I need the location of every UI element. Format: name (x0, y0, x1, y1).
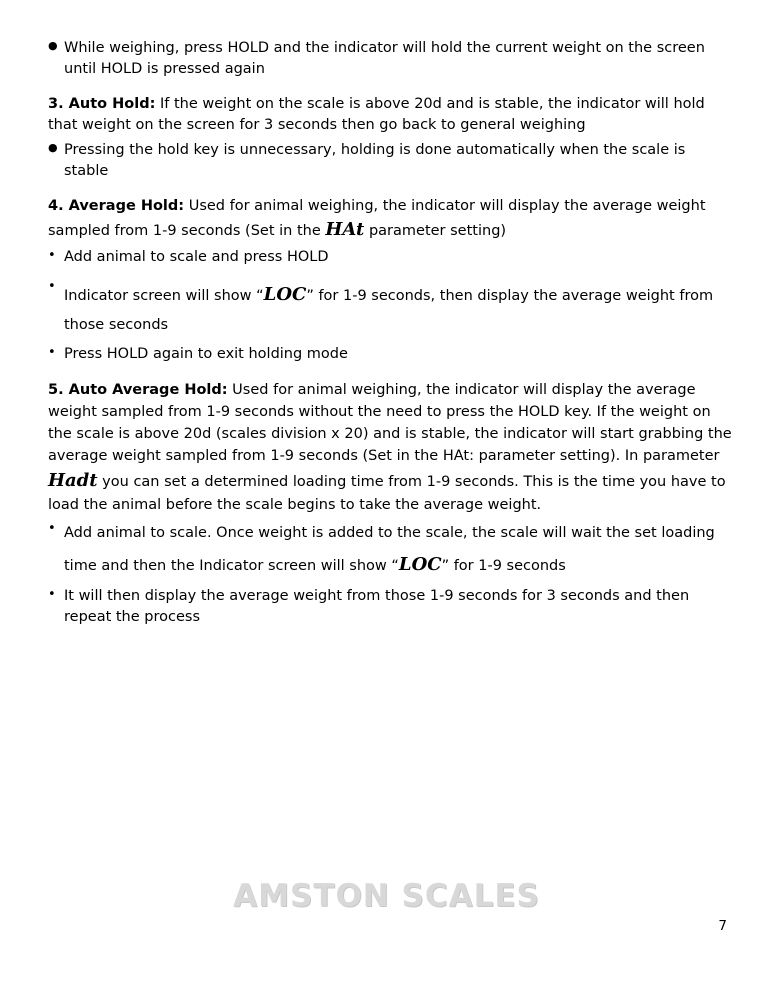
watermark: AMSTON SCALES (233, 878, 540, 914)
list-item-text: Pressing the hold key is unnecessary, holding is done automatically when the scale is stable (64, 142, 686, 180)
list-item-text-before: Indicator screen will show “ (64, 288, 264, 305)
parameter-symbol-hat: HAt (325, 219, 365, 241)
bullet-dot-icon: ● (48, 39, 58, 52)
bullet-dot-icon: • (48, 279, 56, 295)
list-item-text: Add animal to scale and press HOLD (64, 249, 329, 266)
list-item (48, 38, 732, 80)
list-item-text-after: ” for 1-9 seconds (441, 558, 566, 575)
list-item-text: Press HOLD again to exit holding mode (64, 345, 348, 362)
list-item-text-after: ” for 1-9 seconds, then display the average weight from those seconds (64, 288, 714, 334)
bullet-dot-icon: • (48, 344, 56, 360)
page-content (48, 38, 732, 628)
list-item (48, 344, 732, 365)
list-item (48, 140, 732, 182)
section-heading: 5. Auto Average Hold: (48, 381, 228, 398)
section-body-before: Used for animal weighing, the indicator will display the average weight sampled from 1-9 seconds (Set in the (48, 198, 706, 240)
list-item (48, 586, 732, 628)
section-body: If the weight on the scale is above 20d and is stable, the indicator will hold that weight on the screen for 3 seconds then go back to general weighing (48, 96, 705, 134)
list-item (48, 247, 732, 268)
section-heading: 4. Average Hold: (48, 198, 185, 215)
page-number: 7 (718, 918, 727, 934)
display-symbol-loc: LOC (398, 554, 442, 576)
section-heading: 3. Auto Hold: (48, 96, 156, 113)
bullet-dot-icon: • (48, 587, 56, 603)
list-item-text (64, 520, 732, 582)
section-body-before: Used for animal weighing, the indicator will display the average weight sampled from 1-9 seconds without the need to press the HOLD key. If the weight on the scale is above 20d (scales division x 20) and is stable, the indicator will start grabbing the average weight sampled from 1-9 seconds (Set in the HAt: parameter setting). In parameter (48, 381, 732, 465)
list-item (48, 278, 732, 340)
section-body-after: parameter setting) (364, 223, 507, 240)
display-symbol-loc: LOC (263, 284, 307, 306)
list-item-text: It will then display the average weight from those 1-9 seconds for 3 seconds and then repeat the process (64, 588, 690, 626)
list-item (48, 520, 732, 582)
section-auto-average-hold (48, 379, 732, 517)
bullet-dot-icon: • (48, 248, 56, 264)
list-item-text: While weighing, press HOLD and the indicator will hold the current weight on the screen until HOLD is pressed again (64, 40, 705, 78)
section-average-hold (48, 196, 732, 243)
list-item-text-before: Add animal to scale. Once weight is added to the scale, the scale will wait the set loading time and then the Indicator screen will show “ (64, 525, 715, 575)
parameter-symbol-hadt: Hadt (48, 470, 98, 492)
list-item-text (64, 278, 732, 340)
section-auto-hold (48, 94, 732, 136)
bullet-dot-icon: ● (48, 141, 58, 155)
bullet-dot-icon: • (48, 521, 56, 537)
section-body-after: you can set a determined loading time from 1-9 seconds. This is the time you have to load the animal before the scale begins to take the average weight. (48, 474, 726, 514)
